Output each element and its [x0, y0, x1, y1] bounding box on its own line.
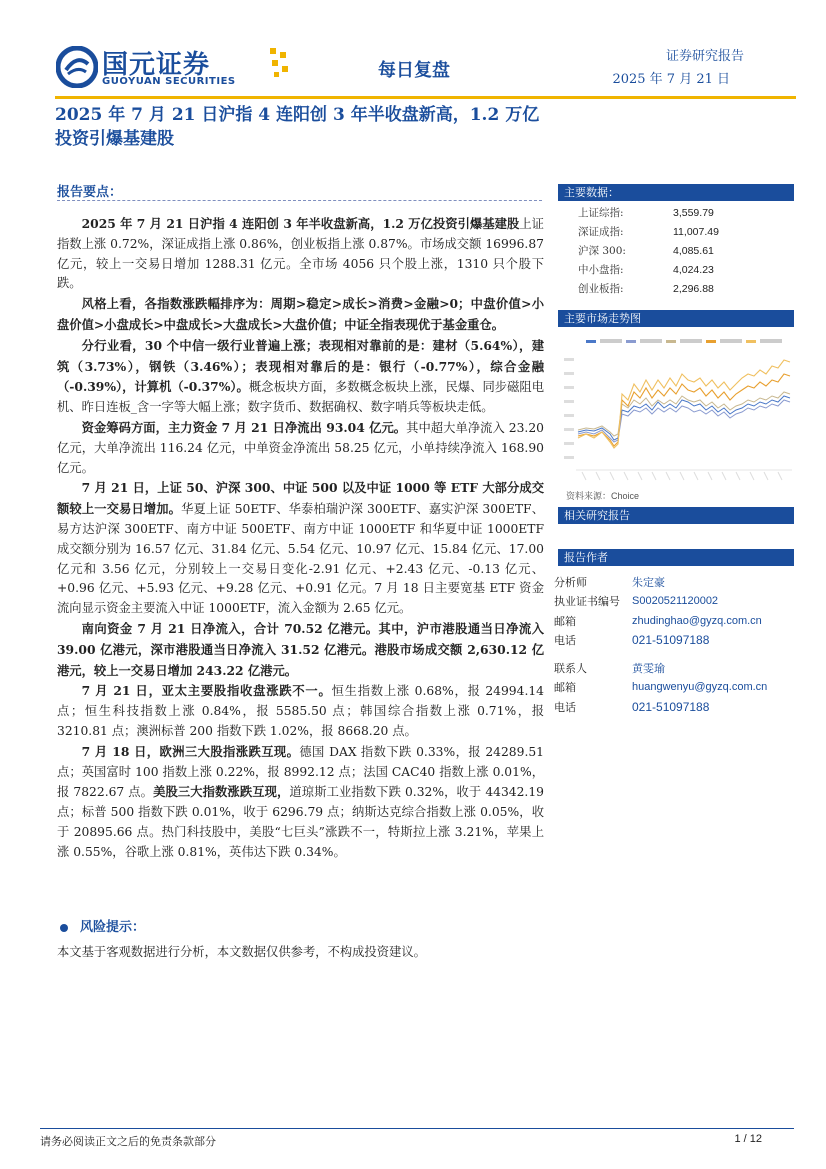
author-info	[554, 572, 794, 717]
analyst-phone: 021-51097188	[632, 633, 710, 648]
contact-label: 联系人	[554, 661, 587, 675]
analyst-email[interactable]: zhudinghao@gyzq.com.cn	[632, 614, 762, 627]
market-trend-chart	[562, 330, 794, 482]
analyst-row	[554, 572, 794, 592]
risk-heading	[60, 916, 145, 935]
key-data-row	[558, 241, 794, 260]
daily-review-label: 每日复盘	[378, 60, 450, 81]
phone-row	[554, 631, 794, 651]
logo-mark-icon	[56, 46, 98, 88]
key-data-value: 3,559.79	[673, 206, 714, 219]
europe-text: 德国 DAX 指数下跌 0.33%，报 24289.51 点；英国富时 100 指数上涨 0.22%，报 8992.12 点；法国 CAC40 指数上涨 0.01%，报 7822.67 点。	[57, 744, 544, 800]
report-date: 2025 年 7 月 21 日	[612, 72, 730, 87]
chart-x-labels	[582, 472, 782, 480]
asia-pacific-paragraph	[57, 681, 544, 741]
source-label: 资料来源：	[566, 492, 612, 502]
bullet-icon	[60, 924, 68, 932]
fund-flow-paragraph	[57, 418, 544, 478]
authors-header: 报告作者	[558, 549, 794, 566]
key-data-table	[558, 203, 794, 298]
key-data-label: 创业板指:	[578, 283, 624, 295]
summary-paragraph	[57, 214, 544, 294]
industry-text: 概念板块方面，多数概念板块上涨，民爆、同步磁阻电机、昨日连板_含一字等大幅上涨；数字货币、数据确权、数字哨兵等板块走低。	[57, 380, 544, 415]
fund-flow-text: 其中超大单净流入 23.20 亿元，大单净流出 116.24 亿元，中单资金净流出 58.25 亿元，小单持续净流入 168.90 亿元。	[57, 420, 544, 475]
source-value: Choice	[611, 491, 640, 501]
phone-label: 电话	[554, 700, 576, 714]
header-divider	[55, 96, 796, 99]
key-data-row	[558, 222, 794, 241]
summary-body	[57, 214, 544, 863]
report-title: 2025 年 7 月 21 日沪指 4 连阳创 3 年半收盘新高，1.2 万亿投资引爆基建股	[55, 105, 540, 149]
key-data-value: 11,007.49	[673, 225, 719, 238]
global-paragraph	[57, 742, 544, 863]
logo-text-en: GUOYUAN SECURITIES	[102, 76, 236, 87]
key-data-row	[558, 279, 794, 298]
key-data-label: 上证综指:	[578, 207, 624, 219]
fund-flow-lead: 资金筹码方面，主力资金 7 月 21 日净流出 93.04 亿元。	[81, 419, 407, 435]
summary-heading: 报告要点：	[57, 185, 123, 200]
page-number: 1 / 12	[734, 1133, 762, 1145]
trend-line-3	[578, 392, 790, 436]
report-type: 证券研究报告	[665, 49, 744, 64]
summary-divider	[57, 200, 542, 201]
industry-paragraph	[57, 336, 544, 418]
key-data-label: 深证成指:	[578, 226, 624, 238]
chart-axis-ticks	[564, 358, 574, 459]
trend-chart-header: 主要市场走势图	[558, 310, 794, 327]
chart-source	[566, 489, 639, 502]
contact-phone: 021-51097188	[632, 699, 710, 714]
phone-label: 电话	[554, 634, 576, 648]
logo-accent-icon	[268, 46, 292, 82]
cert-label: 执业证书编号	[554, 595, 620, 609]
email-row	[554, 678, 794, 698]
key-data-value: 4,085.61	[673, 244, 714, 257]
trend-line-2	[578, 400, 790, 442]
southbound-paragraph	[57, 619, 544, 681]
risk-text: 本文基于客观数据进行分析，本文数据仅供参考，不构成投资建议。	[57, 945, 426, 959]
summary-lead: 2025 年 7 月 21 日沪指 4 连阳创 3 年半收盘新高，1.2 万亿投资引爆基建股	[81, 216, 520, 231]
us-text: 道琼斯工业指数下跌 0.32%，收于 44342.19 点；标普 500 指数下跌 0.01%，收于 6296.79 点；纳斯达克综合指数上涨 0.05%，收于 20895.66 点。热门科技股中，美股“七巨头”涨跌不一，特斯拉上涨 3.21%，苹果上涨 0.55%，谷歌上涨 0.81%，英伟达下跌 0.34%。	[57, 785, 544, 859]
etf-text: 华夏上证 50ETF、华泰柏瑞沪深 300ETF、嘉实沪深 300ETF、易方达沪深 300ETF、南方中证 500ETF、南方中证 1000ETF 和华夏中证 1000ETF 成交额分别为 16.57 亿元、31.84 亿元、5.54 亿元、10.97 亿元、15.84 亿元、17.00 亿元和 3.56 亿元，分别较上一交易日变化-2.91 亿元、+2.43 亿元、-0.13 亿元、+0.96 亿元、+5.93 亿元、+9.28 亿元、+0.91 亿元。7 月 18 日主要宽基 ETF 资金流向显示资金主要流入中证 1000ETF，流入金额为 2.65 亿元。	[57, 502, 544, 616]
contact-name: 黄雯瑜	[632, 661, 665, 675]
key-data-label: 中小盘指:	[578, 264, 624, 276]
us-lead: 美股三大指数涨跌互现，	[153, 784, 290, 800]
related-reports-header: 相关研究报告	[558, 507, 794, 524]
footer-divider	[40, 1128, 794, 1129]
cert-row	[554, 592, 794, 612]
company-logo	[56, 42, 266, 90]
key-data-header: 主要数据：	[558, 184, 794, 201]
europe-lead: 7 月 18 日，欧洲三大股指涨跌互现。	[81, 743, 300, 759]
email-label: 邮箱	[554, 614, 576, 628]
analyst-name: 朱定豪	[632, 575, 665, 589]
etf-lead: 7 月 21 日，上证 50、沪深 300、中证 500 以及中证 1000 等 ETF 大部分成交额较上一交易日增加。	[57, 480, 544, 517]
key-data-value: 2,296.88	[673, 282, 714, 295]
style-paragraph	[57, 294, 544, 336]
chart-legend	[586, 339, 782, 343]
trend-line-5	[578, 360, 790, 448]
logo-text-cn: 国元证券	[102, 50, 211, 80]
trend-line-4	[578, 374, 790, 446]
industry-lead: 分行业看，30 个中信一级行业普遍上涨；表现相对靠前的是：建材（5.64%），建筑（3.73%），钢铁（3.46%）；表现相对靠后的是：银行（-0.77%），综合金融（-0.39%），计算机（-0.37%）。	[57, 337, 544, 395]
summary-text: 上证指数上涨 0.72%，深证成指上涨 0.86%，创业板指上涨 0.87%。市场成交额 16996.87 亿元，较上一交易日增加 1288.31 亿元。全市场 4056 只个股上涨，1310 只个股下跌。	[57, 217, 544, 291]
southbound-lead: 南向资金 7 月 21 日净流入，合计 70.52 亿港元。其中，沪市港股通当日净流入 39.00 亿港元，深市港股通当日净流入 31.52 亿港元。港股市场成交额 2,630.12 亿港元，较上一交易日增加 243.22 亿港元。	[57, 620, 544, 678]
email-label: 邮箱	[554, 681, 576, 695]
etf-paragraph	[57, 478, 544, 619]
cert-number: S0020521120002	[632, 595, 719, 608]
footer-disclaimer: 请务必阅读正文之后的免责条款部分	[40, 1135, 216, 1148]
contact-row	[554, 658, 794, 678]
analyst-label: 分析师	[554, 575, 587, 589]
key-data-value: 4,024.23	[673, 263, 714, 276]
key-data-label: 沪深 300:	[578, 245, 626, 257]
key-data-row	[558, 203, 794, 222]
risk-heading-text: 风险提示：	[80, 920, 146, 935]
key-data-row	[558, 260, 794, 279]
trend-line-1	[578, 396, 790, 440]
email-row	[554, 611, 794, 631]
phone-row	[554, 697, 794, 717]
asia-pacific-lead: 7 月 21 日，亚太主要股指收盘涨跌不一。	[81, 683, 332, 699]
style-lead: 风格上看，各指数涨跌幅排序为：周期>稳定>成长>消费>金融>0；中盘价值>小盘价值>小盘成长>中盘成长>大盘成长>大盘价值；中证全指表现优于基金重仓。	[57, 296, 544, 332]
contact-email[interactable]: huangwenyu@gyzq.com.cn	[632, 681, 768, 694]
asia-pacific-text: 恒生指数上涨 0.68%，报 24994.14 点；恒生科技指数上涨 0.84%，报 5585.50 点；韩国综合指数上涨 0.71%，报 3210.81 点；澳洲标普 200 指数下跌 1.02%，报 8668.20 点。	[57, 684, 545, 738]
